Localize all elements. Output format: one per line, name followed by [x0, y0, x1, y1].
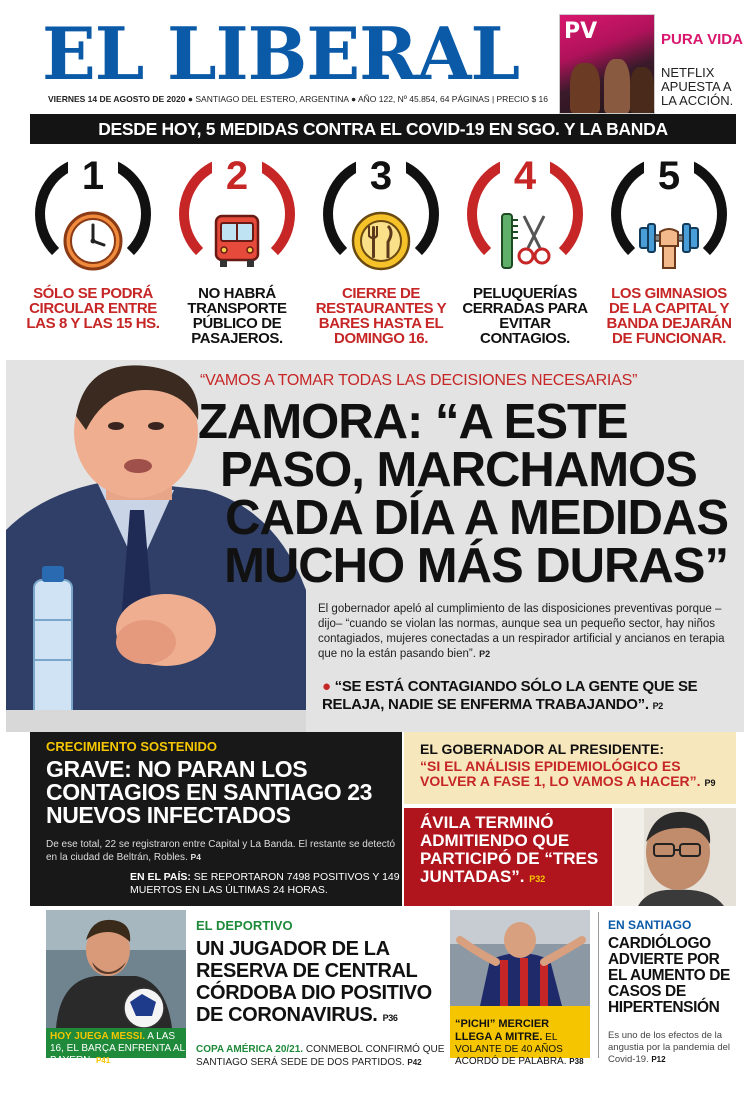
comb-scissors-icon — [494, 210, 556, 272]
copa-america-brief[interactable] — [196, 1043, 448, 1069]
gov-story-page: P9 — [704, 778, 716, 788]
en-santiago-kicker: EN SANTIAGO — [608, 918, 692, 932]
avila-story-page: P32 — [529, 874, 546, 884]
main-deck-text: El gobernador apeló al cumplimiento de las disposiciones preventivas porque –dijo– “cuando se violan las normas, aunque sea un pequeño sector, hay niños contagiados, mujeres conectadas a un respirador artificial y ancianos en terapia que no la están pasando bien”. — [318, 603, 725, 660]
main-pull-page: P2 — [652, 701, 663, 711]
masthead-logo: EL LIBERAL — [42, 11, 520, 96]
en-santiago-body — [608, 1030, 740, 1066]
pv-figure-2 — [604, 59, 630, 113]
deportivo-headline-text: UN JUGADOR DE LA RESERVA DE CENTRAL CÓRDOBA DIO POSITIVO DE CORONAVIRUS. — [196, 938, 432, 1026]
measure-text: CIERRE DE RESTAURANTES Y BARES HASTA EL DOMINGO 16. — [315, 285, 447, 347]
covid-banner: DESDE HOY, 5 MEDIDAS CONTRA EL COVID-19 EN SGO. Y LA BANDA — [30, 114, 736, 144]
measure-text: SÓLO SE PODRÁ CIRCULAR ENTRE LAS 8 Y LAS 15 HS. — [26, 285, 160, 332]
measure-4[interactable] — [456, 148, 594, 358]
column-divider — [598, 912, 599, 1058]
pv-figure-3 — [630, 67, 654, 113]
messi-label: HOY JUEGA MESSI. — [50, 1031, 146, 1042]
bullet-icon: ● — [322, 678, 331, 695]
messi-photo[interactable] — [46, 910, 186, 1028]
deportivo-headline[interactable] — [196, 938, 448, 1029]
dark-story-pais-text: SE REPORTARON 7498 POSITIVOS Y 149 MUERTOS EN LAS ÚLTIMAS 24 HORAS. — [130, 871, 400, 896]
main-deck — [318, 602, 736, 662]
main-headline-line-3: CADA DÍA A MEDIDAS — [225, 491, 728, 545]
messi-page: P41 — [95, 1056, 111, 1065]
avila-story-headline[interactable] — [420, 814, 608, 888]
main-pull-quote-text: “SE ESTÁ CONTAGIANDO SÓLO LA GENTE QUE SE RELAJA, NADIE SE ENFERMA TRABAJANDO”. — [322, 678, 698, 713]
dateline-sep-2: ● — [350, 94, 358, 104]
deportivo-page: P36 — [382, 1013, 398, 1023]
pichi-label: “PICHI” MERCIER LLEGA A MITRE. — [455, 1018, 550, 1043]
dark-story-pais-label: EN EL PAÍS: — [130, 871, 191, 883]
en-santiago-body-text: Es uno de los efectos de la angustia por la pandemia del Covid-19. — [608, 1030, 731, 1065]
dark-story-body-text: De ese total, 22 se registraron entre Capital y La Banda. El restante se detectó en la ciudad de Beltrán, Robles. — [46, 839, 396, 863]
measure-number: 3 — [356, 154, 406, 198]
copa-page: P42 — [407, 1058, 422, 1067]
measure-1[interactable] — [24, 148, 162, 358]
cutlery-icon — [350, 210, 412, 272]
dateline — [48, 94, 548, 104]
dark-story-body — [46, 838, 398, 864]
dateline-date: VIERNES 14 DE AGOSTO DE 2020 — [48, 94, 186, 104]
dark-story-kicker: CRECIMIENTO SOSTENIDO — [46, 739, 217, 754]
measure-number: 4 — [500, 154, 550, 198]
dark-story-pais — [130, 871, 400, 897]
main-headline-line-2: PASO, MARCHAMOS — [220, 443, 697, 497]
measure-2[interactable] — [168, 148, 306, 358]
main-quote-top: “VAMOS A TOMAR TODAS LAS DECISIONES NECESARIAS” — [200, 372, 638, 389]
dateline-edition: AÑO 122, Nº 45.854, 64 PÁGINAS | PRECIO $ 16 — [357, 94, 549, 104]
main-deck-page: P2 — [479, 649, 491, 659]
gov-story-quote[interactable] — [420, 759, 732, 791]
dark-story-headline[interactable]: GRAVE: NO PARAN LOS CONTAGIOS EN SANTIAGO 23 NUEVOS INFECTADOS — [46, 756, 373, 828]
measure-3[interactable] — [312, 148, 450, 358]
dumbbell-icon — [638, 210, 700, 272]
pv-figure-1 — [570, 63, 600, 113]
pichi-text[interactable] — [455, 1018, 587, 1068]
main-headline[interactable] — [198, 395, 728, 593]
main-headline-line-4: MUCHO MÁS DURAS” — [224, 539, 728, 593]
dateline-location: SANTIAGO DEL ESTERO, ARGENTINA — [195, 94, 349, 104]
main-pull-quote — [322, 678, 736, 715]
dark-story-page: P4 — [190, 852, 201, 862]
measure-number: 5 — [644, 154, 694, 198]
measure-number: 1 — [68, 154, 118, 198]
deportivo-kicker: EL DEPORTIVO — [196, 918, 293, 933]
en-santiago-headline[interactable]: CARDIÓLOGO ADVIERTE POR EL AUMENTO DE CASOS DE HIPERTENSIÓN — [608, 935, 730, 1016]
avila-photo[interactable] — [614, 808, 736, 906]
measure-5[interactable] — [600, 148, 738, 358]
pv-logo: PV — [564, 19, 598, 44]
main-headline-line-1: ZAMORA: “A ESTE — [198, 395, 628, 449]
measure-text: NO HABRÁ TRANSPORTE PÚBLICO DE PASAJEROS. — [187, 285, 287, 347]
dateline-sep-1: ● — [187, 94, 196, 104]
pichi-photo[interactable] — [450, 910, 590, 1006]
avila-story-headline-text: ÁVILA TERMINÓ ADMITIENDO QUE PARTICIPÓ DE “TRES JUNTADAS”. — [420, 813, 599, 886]
measure-text: LOS GIMNASIOS DE LA CAPITAL Y BANDA DEJARÁN DE FUNCIONAR. — [606, 285, 732, 347]
pichi-page: P38 — [569, 1057, 584, 1066]
messi-text[interactable] — [50, 1031, 186, 1067]
measure-number: 2 — [212, 154, 262, 198]
pura-vida-text[interactable]: NETFLIX APUESTA A LA ACCIÓN. — [661, 65, 734, 108]
messi-desc: A LAS 16, EL BARÇA ENFRENTA AL BAYERN. — [50, 1031, 185, 1066]
copa-text: CONMEBOL CONFIRMÓ QUE SANTIAGO SERÁ SEDE DE DOS PARTIDOS. — [196, 1044, 445, 1068]
pichi-desc: EL VOLANTE DE 40 AÑOS ACORDÓ DE PALABRA. — [455, 1032, 567, 1067]
en-santiago-page: P12 — [651, 1055, 666, 1064]
pura-vida-title[interactable]: PURA VIDA — [661, 31, 743, 48]
clock-icon — [62, 210, 124, 272]
gov-story-kicker: EL GOBERNADOR AL PRESIDENTE: — [420, 741, 664, 757]
bus-icon — [206, 210, 268, 272]
measure-text: PELUQUERÍAS CERRADAS PARA EVITAR CONTAGIOS. — [462, 285, 588, 347]
gov-story-quote-text: “SI EL ANÁLISIS EPIDEMIOLÓGICO ES VOLVER A FASE 1, LO VAMOS A HACER”. — [420, 758, 701, 789]
copa-label: COPA AMÉRICA 20/21. — [196, 1044, 304, 1055]
pura-vida-thumbnail[interactable] — [559, 14, 655, 114]
